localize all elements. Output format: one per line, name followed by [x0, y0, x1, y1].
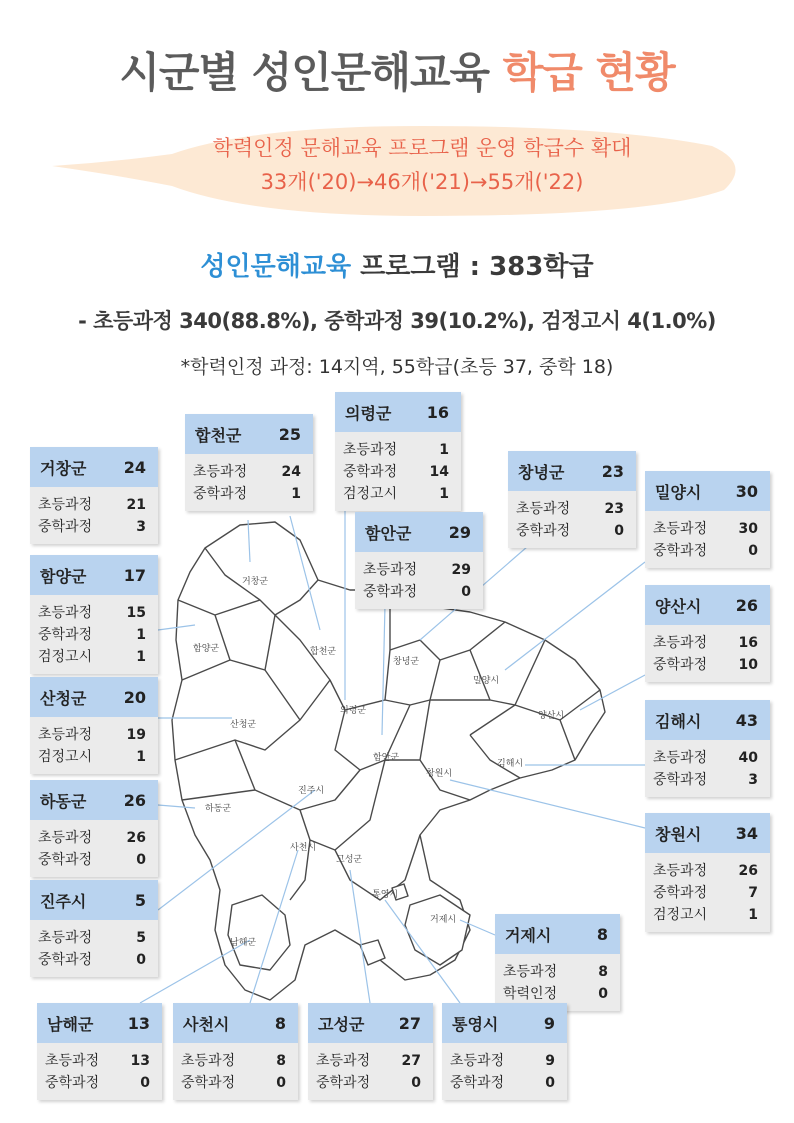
map-label-miryang: 밀양시	[473, 676, 500, 686]
card-geochang	[30, 447, 158, 544]
region-name: 함양군	[40, 566, 87, 586]
region-total: 23	[601, 461, 624, 481]
region-name: 거창군	[40, 458, 87, 478]
map-label-geochang: 거창군	[242, 577, 269, 587]
course-label: 초등과정	[193, 464, 248, 480]
card-hamyang	[30, 555, 158, 674]
course-row	[38, 602, 146, 624]
course-label: 중학과정	[653, 885, 708, 901]
card-header	[355, 512, 483, 552]
course-label: 중학과정	[38, 852, 93, 868]
course-row	[38, 724, 146, 746]
card-body	[645, 853, 770, 932]
title-main: 시군별 성인문해교육	[119, 48, 490, 97]
card-header	[645, 813, 770, 853]
course-count: 24	[281, 464, 301, 480]
card-body	[30, 595, 158, 674]
region-name: 밀양시	[655, 482, 702, 502]
course-label: 중학과정	[343, 464, 398, 480]
course-row	[653, 654, 758, 676]
course-row	[503, 961, 608, 983]
card-header	[30, 677, 158, 717]
course-count: 16	[738, 635, 758, 651]
course-count: 23	[604, 501, 624, 517]
course-row	[653, 882, 758, 904]
card-header	[37, 1003, 162, 1043]
leader-changwon	[450, 780, 645, 828]
course-count: 3	[136, 519, 146, 535]
map-label-haman: 함안군	[373, 753, 400, 763]
course-row	[653, 632, 758, 654]
course-count: 21	[126, 497, 146, 513]
course-label: 중학과정	[38, 952, 93, 968]
course-count: 0	[136, 852, 146, 868]
region-name: 함안군	[365, 523, 412, 543]
region-name: 사천시	[183, 1014, 230, 1034]
course-row	[653, 747, 758, 769]
map-label-jinju: 진주시	[298, 786, 325, 796]
course-row	[653, 860, 758, 882]
course-label: 초등과정	[38, 727, 93, 743]
region-total: 8	[274, 1013, 286, 1033]
card-header	[308, 1003, 433, 1043]
course-row	[343, 483, 449, 505]
map-label-namhae: 남해군	[230, 938, 257, 948]
card-body	[185, 454, 313, 511]
card-body	[645, 511, 770, 568]
course-label: 중학과정	[181, 1075, 236, 1091]
card-header	[442, 1003, 567, 1043]
title-accent: 학급 현황	[502, 48, 675, 97]
program-count: 프로그램 : 383학급	[351, 252, 594, 282]
course-row	[181, 1050, 286, 1072]
course-count: 9	[545, 1053, 555, 1069]
course-label: 중학과정	[516, 523, 571, 539]
course-row	[193, 461, 301, 483]
map-label-geoje: 거제시	[430, 915, 457, 925]
course-count: 0	[140, 1075, 150, 1091]
course-label: 초등과정	[363, 562, 418, 578]
course-row	[38, 927, 146, 949]
course-count: 1	[291, 486, 301, 502]
card-header	[185, 414, 313, 454]
course-row	[38, 494, 146, 516]
map-label-hadong: 하동군	[205, 804, 232, 814]
course-label: 초등과정	[503, 964, 558, 980]
course-label: 중학과정	[450, 1075, 505, 1091]
region-name: 산청군	[40, 688, 87, 708]
course-label: 초등과정	[45, 1053, 100, 1069]
region-total: 29	[448, 522, 471, 542]
course-count: 0	[545, 1075, 555, 1091]
map-label-sacheon: 사천시	[290, 843, 317, 853]
course-label: 중학과정	[653, 657, 708, 673]
card-header	[645, 585, 770, 625]
bubble-line-2: 33개('20)→46개('21)→55개('22)	[260, 170, 584, 194]
card-body	[645, 625, 770, 682]
card-body	[308, 1043, 433, 1100]
card-header	[508, 451, 636, 491]
region-total: 9	[543, 1013, 555, 1033]
card-header	[645, 700, 770, 740]
course-count: 0	[411, 1075, 421, 1091]
course-label: 초등과정	[181, 1053, 236, 1069]
card-namhae	[37, 1003, 162, 1100]
course-count: 26	[738, 863, 758, 879]
course-label: 초등과정	[343, 442, 398, 458]
program-label: 성인문해교육	[200, 252, 352, 282]
region-total: 8	[596, 924, 608, 944]
region-name: 하동군	[40, 791, 87, 811]
card-body	[30, 820, 158, 877]
course-count: 29	[451, 562, 471, 578]
map-label-changwon: 창원시	[426, 769, 453, 779]
region-total: 25	[278, 424, 301, 444]
course-count: 10	[738, 657, 758, 673]
course-count: 15	[126, 605, 146, 621]
course-row	[38, 827, 146, 849]
region-name: 통영시	[452, 1014, 499, 1034]
region-total: 27	[398, 1013, 421, 1033]
course-row	[653, 540, 758, 562]
card-body	[30, 717, 158, 774]
card-tongyeong	[442, 1003, 567, 1100]
course-label: 초등과정	[653, 635, 708, 651]
card-gimhae	[645, 700, 770, 797]
course-label: 초등과정	[450, 1053, 505, 1069]
course-row	[45, 1072, 150, 1094]
card-header	[30, 780, 158, 820]
course-label: 중학과정	[38, 627, 93, 643]
course-count: 40	[738, 750, 758, 766]
region-total: 13	[127, 1013, 150, 1033]
card-body	[30, 920, 158, 977]
course-row	[363, 559, 471, 581]
course-count: 5	[136, 930, 146, 946]
course-label: 중학과정	[193, 486, 248, 502]
course-count: 0	[614, 523, 624, 539]
map-label-yangsan: 양산시	[538, 711, 565, 721]
course-row	[516, 498, 624, 520]
course-row	[450, 1050, 555, 1072]
course-label: 초등과정	[38, 605, 93, 621]
course-label: 검정고시	[38, 649, 93, 665]
card-body	[508, 491, 636, 548]
course-label: 중학과정	[653, 772, 708, 788]
card-body	[355, 552, 483, 609]
course-label: 초등과정	[38, 930, 93, 946]
card-body	[645, 740, 770, 797]
course-count: 7	[748, 885, 758, 901]
course-count: 13	[130, 1053, 150, 1069]
region-total: 26	[735, 595, 758, 615]
course-row	[503, 983, 608, 1005]
course-label: 초등과정	[38, 830, 93, 846]
course-label: 초등과정	[38, 497, 93, 513]
card-sacheon	[173, 1003, 298, 1100]
course-label: 중학과정	[45, 1075, 100, 1091]
region-total: 17	[123, 565, 146, 585]
card-changnyeong	[508, 451, 636, 548]
card-jinju	[30, 880, 158, 977]
course-row	[653, 904, 758, 926]
course-count: 19	[126, 727, 146, 743]
course-breakdown: - 초등과정 340(88.8%), 중학과정 39(10.2%), 검정고시 4(1.0%)	[78, 309, 716, 333]
course-count: 1	[439, 442, 449, 458]
course-row	[193, 483, 301, 505]
course-row	[45, 1050, 150, 1072]
course-label: 검정고시	[343, 486, 398, 502]
bubble-line-1: 학력인정 문해교육 프로그램 운영 학급수 확대	[212, 136, 632, 160]
course-label: 초등과정	[316, 1053, 371, 1069]
region-name: 창녕군	[518, 462, 565, 482]
region-total: 34	[735, 823, 758, 843]
course-count: 0	[748, 543, 758, 559]
course-count: 0	[461, 584, 471, 600]
region-name: 양산시	[655, 596, 702, 616]
course-count: 1	[136, 749, 146, 765]
card-body	[37, 1043, 162, 1100]
course-row	[38, 949, 146, 971]
map-label-changnyeong: 창녕군	[393, 657, 420, 667]
course-label: 초등과정	[516, 501, 571, 517]
course-row	[363, 581, 471, 603]
map-label-hapcheon: 합천군	[310, 647, 337, 657]
region-name: 창원시	[655, 824, 702, 844]
card-header	[645, 471, 770, 511]
region-total: 20	[123, 687, 146, 707]
card-header	[495, 914, 620, 954]
course-row	[343, 461, 449, 483]
card-hadong	[30, 780, 158, 877]
course-count: 0	[276, 1075, 286, 1091]
course-count: 26	[126, 830, 146, 846]
region-name: 의령군	[345, 403, 392, 423]
card-haman	[355, 512, 483, 609]
course-row	[38, 516, 146, 538]
course-label: 검정고시	[653, 907, 708, 923]
card-body	[173, 1043, 298, 1100]
card-sancheong	[30, 677, 158, 774]
course-row	[38, 849, 146, 871]
course-row	[316, 1072, 421, 1094]
region-name: 진주시	[40, 891, 87, 911]
region-name: 합천군	[195, 425, 242, 445]
card-body	[30, 487, 158, 544]
course-row	[181, 1072, 286, 1094]
map-label-hamyang: 함양군	[193, 644, 220, 654]
course-label: 학력인정	[503, 986, 558, 1002]
card-body	[335, 432, 461, 511]
course-count: 1	[439, 486, 449, 502]
course-label: 초등과정	[653, 521, 708, 537]
course-count: 14	[429, 464, 449, 480]
course-row	[516, 520, 624, 542]
region-name: 고성군	[318, 1014, 365, 1034]
card-goseong	[308, 1003, 433, 1100]
map-label-gimhae: 김해시	[497, 759, 524, 769]
map-label-goseong: 고성군	[336, 855, 363, 865]
course-count: 1	[136, 649, 146, 665]
card-hapcheon	[185, 414, 313, 511]
course-count: 27	[401, 1053, 421, 1069]
card-uiryeong	[335, 392, 461, 511]
course-count: 8	[276, 1053, 286, 1069]
course-row	[653, 518, 758, 540]
region-total: 26	[123, 790, 146, 810]
map-label-uiryeong: 의령군	[340, 706, 367, 716]
map-label-tongyeong: 통영시	[372, 890, 399, 900]
course-count: 0	[136, 952, 146, 968]
region-name: 거제시	[505, 925, 552, 945]
course-row	[38, 746, 146, 768]
course-row	[38, 624, 146, 646]
course-count: 1	[136, 627, 146, 643]
course-label: 중학과정	[653, 543, 708, 559]
region-total: 30	[735, 481, 758, 501]
leader-miryang	[505, 562, 645, 670]
region-total: 43	[735, 710, 758, 730]
card-geoje	[495, 914, 620, 1011]
region-total: 5	[134, 890, 146, 910]
course-row	[38, 646, 146, 668]
card-changwon	[645, 813, 770, 932]
course-count: 30	[738, 521, 758, 537]
course-row	[653, 769, 758, 791]
card-header	[30, 555, 158, 595]
course-count: 0	[598, 986, 608, 1002]
course-label: 초등과정	[653, 750, 708, 766]
card-body	[442, 1043, 567, 1100]
course-label: 검정고시	[38, 749, 93, 765]
course-label: 초등과정	[653, 863, 708, 879]
course-count: 3	[748, 772, 758, 788]
region-name: 남해군	[47, 1014, 94, 1034]
region-total: 16	[426, 402, 449, 422]
course-label: 중학과정	[38, 519, 93, 535]
card-yangsan	[645, 585, 770, 682]
card-miryang	[645, 471, 770, 568]
course-count: 1	[748, 907, 758, 923]
map-label-sancheong: 산청군	[230, 720, 257, 730]
region-total: 24	[123, 457, 146, 477]
course-label: 중학과정	[316, 1075, 371, 1091]
accreditation-note: *학력인정 과정: 14지역, 55학급(초등 37, 중학 18)	[180, 356, 614, 378]
course-row	[450, 1072, 555, 1094]
card-header	[335, 392, 461, 432]
card-header	[30, 880, 158, 920]
region-name: 김해시	[655, 711, 702, 731]
card-header	[173, 1003, 298, 1043]
card-header	[30, 447, 158, 487]
course-count: 8	[598, 964, 608, 980]
course-label: 중학과정	[363, 584, 418, 600]
course-row	[316, 1050, 421, 1072]
course-row	[343, 439, 449, 461]
